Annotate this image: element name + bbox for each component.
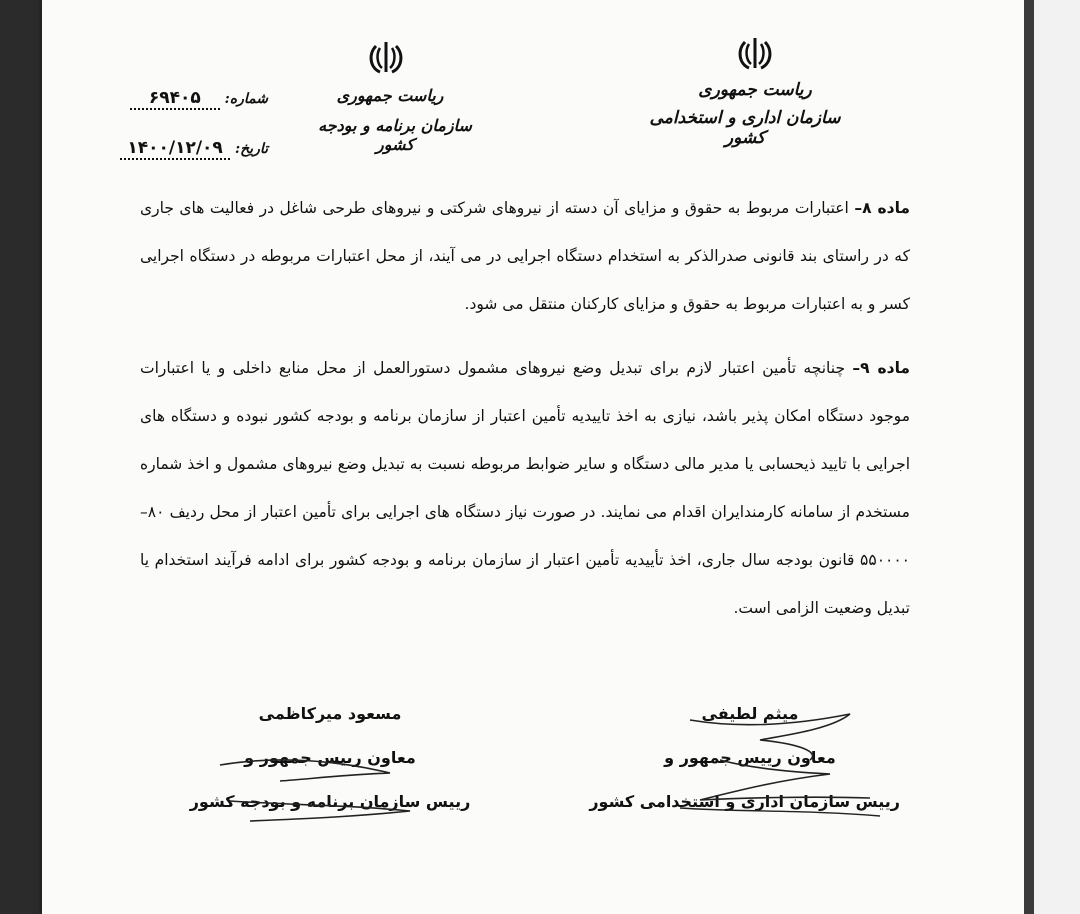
signatory-title1: معاون رییس جمهور و xyxy=(244,748,416,767)
number-label: شماره: xyxy=(224,91,268,107)
article-8-text: اعتبارات مربوط به حقوق و مزایای آن دسته از نیروهای شرکتی و نیروهای طرحی شاغل در فعالیت های جاری که در راستای بند قانونی صدرالذکر به استخدام دستگاه اجرایی در می آیند، از محل اعتبارات مربوطه در دستگاه اجرایی کسر و به اعتبارات مربوط به حقوق و مزایای کارکنان منتقل می شود. xyxy=(140,199,910,313)
date-value: ۱۴۰۰/۱۲/۰۹ xyxy=(120,138,230,160)
letter-number xyxy=(100,88,268,110)
center-header-line1: ریاست جمهوری xyxy=(336,86,444,105)
center-header-line2: سازمان برنامه و بودجه کشور xyxy=(318,116,472,154)
article-8 xyxy=(140,184,910,328)
article-9 xyxy=(140,344,910,632)
iran-emblem-icon xyxy=(733,34,777,78)
number-value: ۶۹۴۰۵ xyxy=(130,88,220,110)
signatory-title1: معاون رییس جمهور و xyxy=(664,748,836,767)
article-9-text: چنانچه تأمین اعتبار لازم برای تبدیل وضع نیروهای مشمول دستورالعمل از محل منابع داخلی و یا اعتبارات موجود دستگاه امکان پذیر باشد، نیازی به اخذ تاییدیه تأمین اعتبار از سازمان برنامه و بودجه کشور نبوده و دستگاه های اجرایی با تایید ذیحسابی یا مدیر مالی دستگاه و سایر ضوابط مربوطه نسبت به تبدیل وضع نیروهای مشمول و اخذ شماره مستخدم از سامانه کارمندایران اقدام می نمایند. در صورت نیاز دستگاه های اجرایی برای تأمین اعتبار از محل ردیف ۸۰–۵۵۰۰۰۰ قانون بودجه سال جاری، اخذ تأییدیه تأمین اعتبار از سازمان برنامه و بودجه کشور برای ادامه فرآیند استخدام یا تبدیل وضعیت الزامی است. xyxy=(140,359,910,617)
article-8-label: ماده ۸– xyxy=(854,199,910,217)
date-label: تاریخ: xyxy=(234,141,268,157)
viewer-edge xyxy=(1024,0,1080,914)
right-header-line2: سازمان اداری و استخدامی کشور xyxy=(649,108,841,148)
signature-block-left xyxy=(180,692,480,824)
signatory-title2: رییس سازمان برنامه و بودجه کشور xyxy=(189,792,471,811)
iran-emblem-icon xyxy=(364,38,408,82)
signatory-name: میثم لطیفی xyxy=(701,704,799,723)
letter-date xyxy=(100,138,268,160)
article-9-label: ماده ۹– xyxy=(852,359,911,377)
signature-block-right xyxy=(589,692,900,824)
signatory-name: مسعود میرکاظمی xyxy=(258,704,402,723)
signatory-title2: رییس سازمان اداری و استخدامی کشور xyxy=(589,792,900,811)
right-header-line1: ریاست جمهوری xyxy=(698,80,812,100)
